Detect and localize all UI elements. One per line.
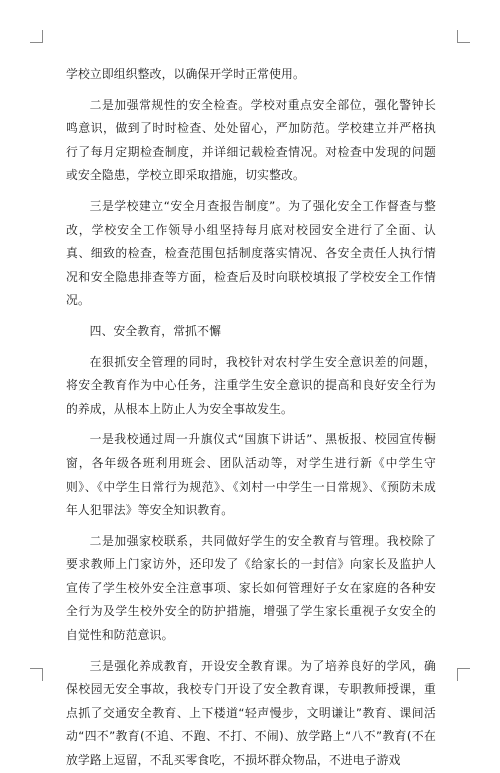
document-body xyxy=(66,63,436,773)
crop-mark-top-right xyxy=(457,30,470,43)
crop-mark-bottom-right xyxy=(457,668,470,681)
paragraph-education-overview: 在狠抓安全管理的同时，我校针对农村学生安全意识差的问题，将安全教育作为中心任务，注重学生安全意识的提高和良好安全行为的养成，从根本上防止人为安全事故发生。 xyxy=(66,354,436,416)
paragraph-continuation: 学校立即组织整改，以确保开学时正常使用。 xyxy=(66,67,305,81)
paragraph-habit-education: 三是强化养成教育，开设安全教育课。为了培养良好的学风，确保校园无安全事故，我校专门开设了安全教育课，专职教师授课，重点抓了交通安全教育、上下楼道“轻声慢步，文明谦让”教育、课间活动“四不”教育(不追、不跑、不打、不闹)、放学路上“八不”教育(不在放学路上逗留，不乱买零食吃，不损坏群众物品，不进电子游戏 xyxy=(66,658,436,768)
paragraph-home-school: 二是加强家校联系，共同做好学生的安全教育与管理。我校除了要求教师上门家访外，还印发了《给家长的一封信》向家长及监护人宣传了学生校外安全注意事项、家长如何管理好子女在家庭的各种安全行为及学生校外安全的防护措施，增强了学生家长重视子女安全的自觉性和防范意识。 xyxy=(66,533,436,643)
paragraph-flag-ceremony: 一是我校通过周一升旗仪式“国旗下讲话”、黑板报、校园宣传橱窗，各年级各班利用班会、团队活动等，对学生进行新《中学生守则》、《中学生日常行为规范》、《刘村一中学生一日常规》、《预防未成年人犯罪法》等安全知识教育。 xyxy=(66,432,436,518)
crop-mark-bottom-left xyxy=(30,668,43,681)
section-heading-safety-education: 四、安全教育，常抓不懈 xyxy=(89,323,222,338)
paragraph-monthly-report: 三是学校建立“安全月查报告制度”。为了强化安全工作督查与整改，学校安全工作领导小组坚持每月底对校园安全进行了全面、认真、细致的检查，检查范围包括制度落实情况、各安全责任人执行情况和安全隐患排查等方面，检查后及时向联校填报了学校安全工作情况。 xyxy=(66,198,436,308)
crop-mark-top-left xyxy=(30,30,43,43)
paragraph-regular-inspection: 二是加强常规性的安全检查。学校对重点安全部位，强化警钟长鸣意识，做到了时时检查、处处留心，严加防范。学校建立并严格执行了每月定期检查制度，并详细记载检查情况。对检查中发现的问题或安全隐患，学校立即采取措施，切实整改。 xyxy=(66,97,436,183)
